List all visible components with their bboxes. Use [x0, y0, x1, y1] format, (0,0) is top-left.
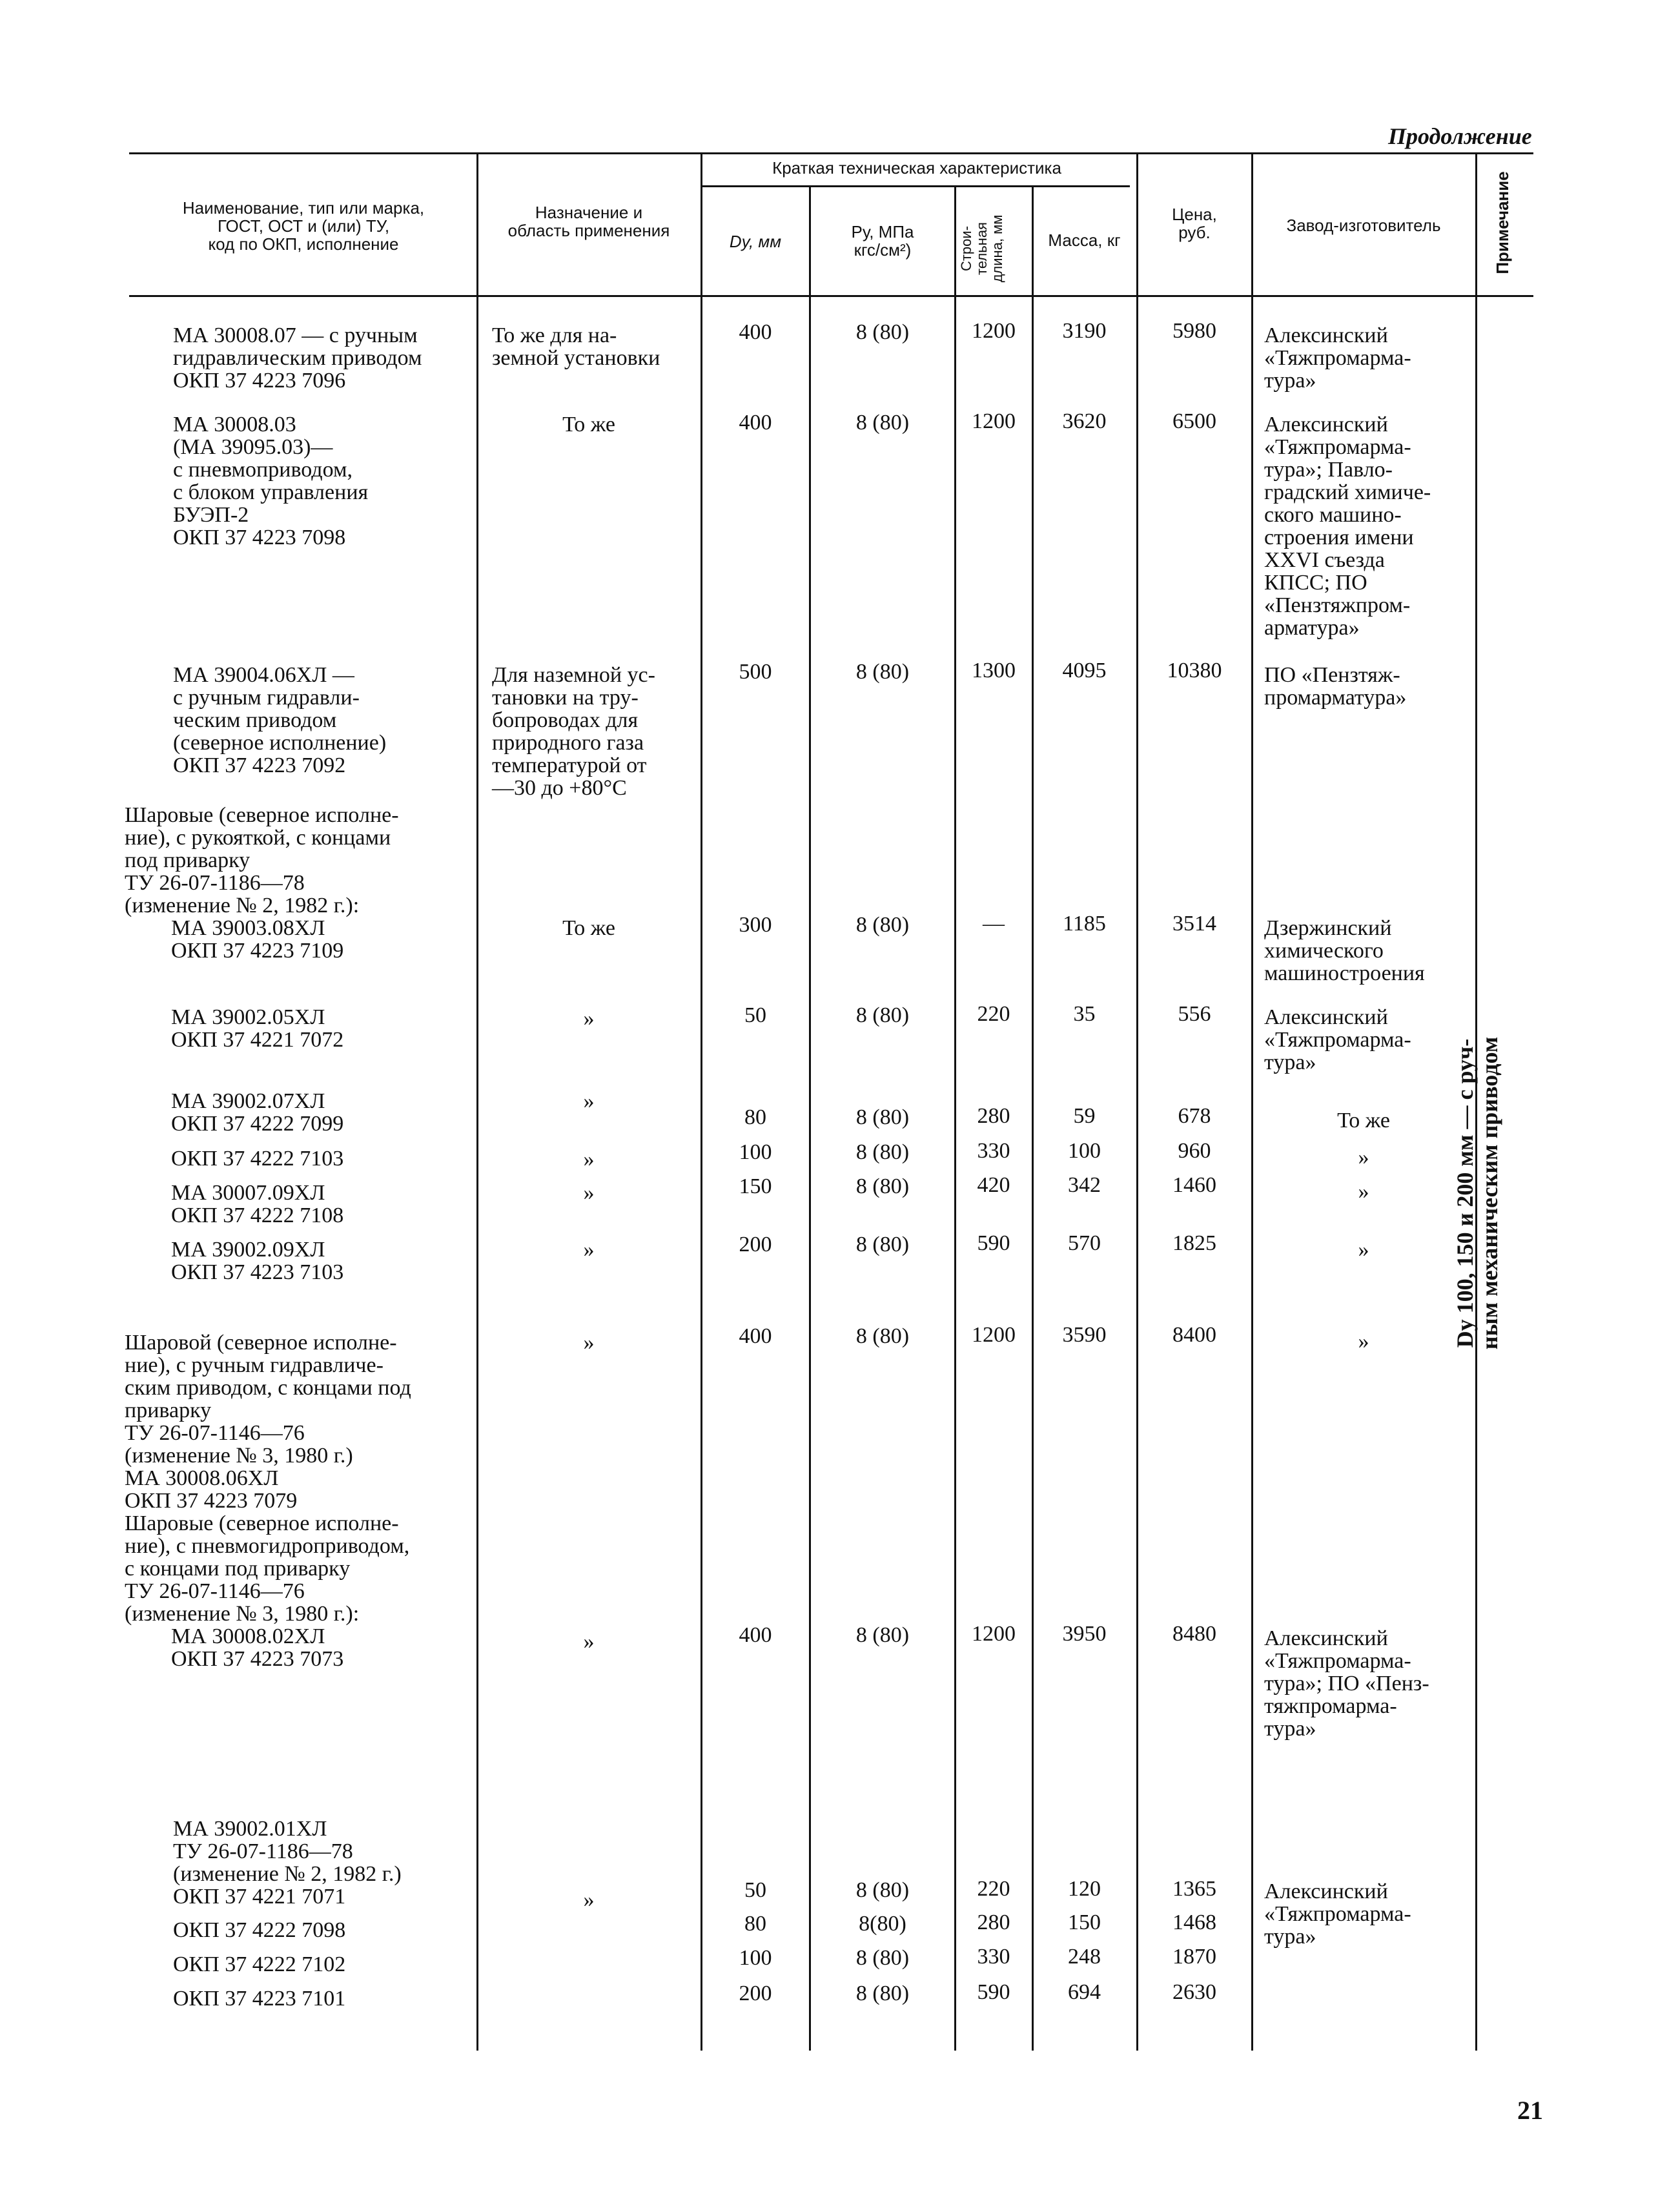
- name-row-12: МА 39002.01ХЛ ТУ 26-07-1186—78 (изменение № 2, 1982 г.) ОКП 37 4221 7071: [173, 1817, 402, 1909]
- factory-row-4: Дзержинский химического машиностроения: [1264, 916, 1425, 985]
- name-row-4: МА 39003.08ХЛ ОКП 37 4223 7109: [171, 916, 344, 963]
- dy-cell: 400: [739, 1324, 772, 1348]
- dy-cell: 80: [744, 1105, 766, 1129]
- price-cell: 3514: [1172, 912, 1216, 936]
- name-row-3: МА 39004.06ХЛ — с ручным гидравли- ческим приводом (северное исполнение) ОКП 37 4223 7092: [173, 663, 387, 777]
- header-purpose: Назначение и область применения: [507, 203, 670, 240]
- factory-row-11: Алексинский «Тяжпромарма- тура»; ПО «Пенз- тяжпромарма- тура»: [1264, 1626, 1429, 1741]
- mass-cell: 100: [1068, 1139, 1101, 1163]
- mass-cell: 150: [1068, 1910, 1101, 1934]
- py-cell: 8 (80): [855, 913, 910, 937]
- header-note: Примечание: [1493, 171, 1512, 274]
- header-price: Цена, руб.: [1172, 205, 1217, 242]
- name-row-6: МА 39002.07ХЛ ОКП 37 4222 7099: [171, 1089, 344, 1136]
- dy-cell: 400: [739, 411, 772, 435]
- factory-row-5: Алексинский «Тяжпромарма- тура»: [1264, 1005, 1411, 1074]
- price-cell: 1825: [1172, 1231, 1216, 1255]
- purpose-row-7: »: [583, 1147, 595, 1171]
- length-cell: 590: [977, 1231, 1010, 1255]
- name-row-11: МА 30008.02ХЛ ОКП 37 4223 7073: [171, 1624, 344, 1671]
- price-cell: 1870: [1172, 1945, 1216, 1969]
- mass-cell: 3620: [1062, 409, 1107, 433]
- price-cell: 678: [1178, 1104, 1211, 1128]
- brief-header-rule: [701, 185, 1130, 187]
- py-cell: 8 (80): [855, 1878, 910, 1902]
- length-cell: 220: [977, 1002, 1010, 1026]
- factory-row-6: То же: [1337, 1109, 1390, 1132]
- name-row-8: МА 30007.09ХЛ ОКП 37 4222 7108: [171, 1181, 344, 1227]
- factory-row-7: »: [1358, 1145, 1369, 1169]
- length-cell: —: [983, 912, 1005, 936]
- mass-cell: 248: [1068, 1945, 1101, 1969]
- price-cell: 1365: [1172, 1877, 1216, 1901]
- name-row-13: ОКП 37 4222 7098: [173, 1918, 346, 1942]
- page-caption: Продолжение: [1388, 123, 1532, 149]
- mass-cell: 3950: [1062, 1622, 1107, 1646]
- dy-cell: 200: [739, 1982, 772, 2005]
- header-dy: Dу, мм: [729, 232, 782, 251]
- length-cell: 590: [977, 1980, 1010, 2004]
- col-divider-name: [476, 152, 478, 2051]
- name-row-15: ОКП 37 4223 7101: [173, 1987, 346, 2011]
- note-text: Dу 100, 150 и 200 мм — с руч- ным механическим приводом: [1452, 1036, 1502, 1350]
- purpose-row-9: »: [583, 1238, 595, 1262]
- mass-cell: 59: [1073, 1104, 1096, 1128]
- dy-cell: 400: [739, 1623, 772, 1647]
- price-cell: 8400: [1172, 1323, 1216, 1347]
- price-cell: 8480: [1172, 1622, 1216, 1646]
- col-divider-price: [1251, 152, 1253, 2051]
- purpose-row-1: То же для на- земной установки: [492, 323, 660, 370]
- length-cell: 330: [977, 1139, 1010, 1163]
- purpose-row-2: То же: [562, 413, 615, 436]
- header-brief: Краткая техническая характеристика: [772, 158, 1061, 178]
- factory-row-8: »: [1358, 1180, 1369, 1203]
- purpose-row-11: »: [583, 1630, 595, 1654]
- mass-cell: 35: [1073, 1002, 1096, 1026]
- py-cell: 8 (80): [855, 1003, 910, 1027]
- name-group-1: Шаровые (северное исполне- ние), с рукояткой, с концами под приварку ТУ 26-07-1186—78 (изменение № 2, 1982 г.):: [125, 803, 399, 917]
- header-factory: Завод-изготовитель: [1286, 216, 1441, 235]
- length-cell: 1200: [972, 1323, 1016, 1347]
- price-cell: 6500: [1172, 409, 1216, 433]
- price-cell: 1460: [1172, 1173, 1216, 1197]
- length-cell: 1200: [972, 319, 1016, 343]
- header-length: Строи- тельная длина, мм: [958, 214, 1005, 283]
- dy-cell: 200: [739, 1233, 772, 1256]
- factory-row-9: »: [1358, 1238, 1369, 1262]
- length-cell: 420: [977, 1173, 1010, 1197]
- page-number: 21: [1517, 2096, 1543, 2125]
- col-divider-mass: [1136, 152, 1138, 2051]
- price-cell: 10380: [1167, 659, 1222, 682]
- col-divider-purpose: [701, 152, 702, 2051]
- dy-cell: 500: [739, 660, 772, 684]
- name-row-7: ОКП 37 4222 7103: [171, 1147, 344, 1171]
- price-cell: 1468: [1172, 1910, 1216, 1934]
- dy-cell: 150: [739, 1174, 772, 1198]
- purpose-row-8: »: [583, 1181, 595, 1205]
- mass-cell: 4095: [1062, 659, 1107, 682]
- dy-cell: 50: [744, 1878, 766, 1902]
- header-name: Наименование, тип или марка, ГОСТ, ОСТ и (или) ТУ, код по ОКП, исполнение: [182, 198, 425, 254]
- py-cell: 8 (80): [855, 1105, 910, 1129]
- price-cell: 960: [1178, 1139, 1211, 1163]
- py-cell: 8 (80): [855, 1324, 910, 1348]
- py-cell: 8 (80): [855, 1174, 910, 1198]
- name-row-14: ОКП 37 4222 7102: [173, 1952, 346, 1976]
- mass-cell: 694: [1068, 1980, 1101, 2004]
- mass-cell: 342: [1068, 1173, 1101, 1197]
- header-mass: Масса, кг: [1048, 230, 1121, 250]
- name-group-2: Шаровой (северное исполне- ние), с ручным гидравличе- ским приводом, с концами под приварку ТУ 26-07-1146—76 (изменение № 3, 1980 г.) МА 30008.06ХЛ ОКП 37 4223 7079 Шаровые (северное исполне- ние), с пневмогидроприводом, с концами под приварку ТУ 26-07-1146—76 (изменение № 3, 1980 г.):: [125, 1331, 411, 1626]
- dy-cell: 50: [744, 1003, 766, 1027]
- mass-cell: 3590: [1062, 1323, 1107, 1347]
- py-cell: 8 (80): [855, 1233, 910, 1256]
- length-cell: 280: [977, 1104, 1010, 1128]
- dy-cell: 80: [744, 1912, 766, 1936]
- name-row-1: МА 30008.07 — с ручным гидравлическим приводом ОКП 37 4223 7096: [173, 323, 422, 393]
- dy-cell: 100: [739, 1946, 772, 1970]
- price-cell: 5980: [1172, 319, 1216, 343]
- purpose-row-3: Для наземной ус- тановки на тру- бопроводах для природного газа температурой от —30 до +80°С: [492, 663, 655, 800]
- table-top-rule: [129, 152, 1533, 154]
- length-cell: 220: [977, 1877, 1010, 1901]
- factory-row-2: Алексинский «Тяжпромарма- тура»; Павло- градский химиче- ского машино- строения имени XXVI съезда КПСС; ПО «Пензтяжпром- арматура»: [1264, 413, 1431, 640]
- py-cell: 8 (80): [855, 1982, 910, 2005]
- factory-row-12: Алексинский «Тяжпромарма- тура»: [1264, 1879, 1411, 1949]
- price-cell: 556: [1178, 1002, 1211, 1026]
- col-divider-length: [1032, 185, 1034, 2051]
- dy-cell: 400: [739, 320, 772, 344]
- col-divider-dy: [809, 185, 811, 2051]
- py-cell: 8(80): [859, 1912, 906, 1936]
- py-cell: 8 (80): [855, 660, 910, 684]
- factory-row-1: Алексинский «Тяжпромарма- тура»: [1264, 323, 1411, 393]
- factory-row-10: »: [1358, 1329, 1369, 1353]
- mass-cell: 3190: [1062, 319, 1107, 343]
- name-row-2: МА 30008.03 (МА 39095.03)— с пневмоприводом, с блоком управления БУЭП-2 ОКП 37 4223 7098: [173, 413, 369, 549]
- header-py: Pу, МПа кгс/см²): [851, 222, 914, 260]
- py-cell: 8 (80): [855, 1946, 910, 1970]
- py-cell: 8 (80): [855, 1623, 910, 1647]
- factory-row-3: ПО «Пензтяж- промарматура»: [1264, 663, 1407, 710]
- dy-cell: 100: [739, 1140, 772, 1164]
- mass-cell: 1185: [1063, 912, 1106, 936]
- dy-cell: 300: [739, 913, 772, 937]
- name-row-5: МА 39002.05ХЛ ОКП 37 4221 7072: [171, 1005, 344, 1052]
- length-cell: 1200: [972, 409, 1016, 433]
- mass-cell: 570: [1068, 1231, 1101, 1255]
- py-cell: 8 (80): [855, 320, 910, 344]
- name-row-9: МА 39002.09ХЛ ОКП 37 4223 7103: [171, 1238, 344, 1284]
- purpose-row-12: »: [583, 1888, 595, 1912]
- purpose-row-4: То же: [562, 916, 615, 940]
- length-cell: 280: [977, 1910, 1010, 1934]
- purpose-row-6: »: [583, 1089, 595, 1113]
- length-cell: 1300: [972, 659, 1016, 682]
- col-divider-py: [954, 185, 956, 2051]
- py-cell: 8 (80): [855, 1140, 910, 1164]
- purpose-row-10: »: [583, 1331, 595, 1355]
- header-bottom-rule: [129, 295, 1533, 297]
- price-cell: 2630: [1172, 1980, 1216, 2004]
- mass-cell: 120: [1068, 1877, 1101, 1901]
- purpose-row-5: »: [583, 1007, 595, 1030]
- length-cell: 1200: [972, 1622, 1016, 1646]
- py-cell: 8 (80): [855, 411, 910, 435]
- length-cell: 330: [977, 1945, 1010, 1969]
